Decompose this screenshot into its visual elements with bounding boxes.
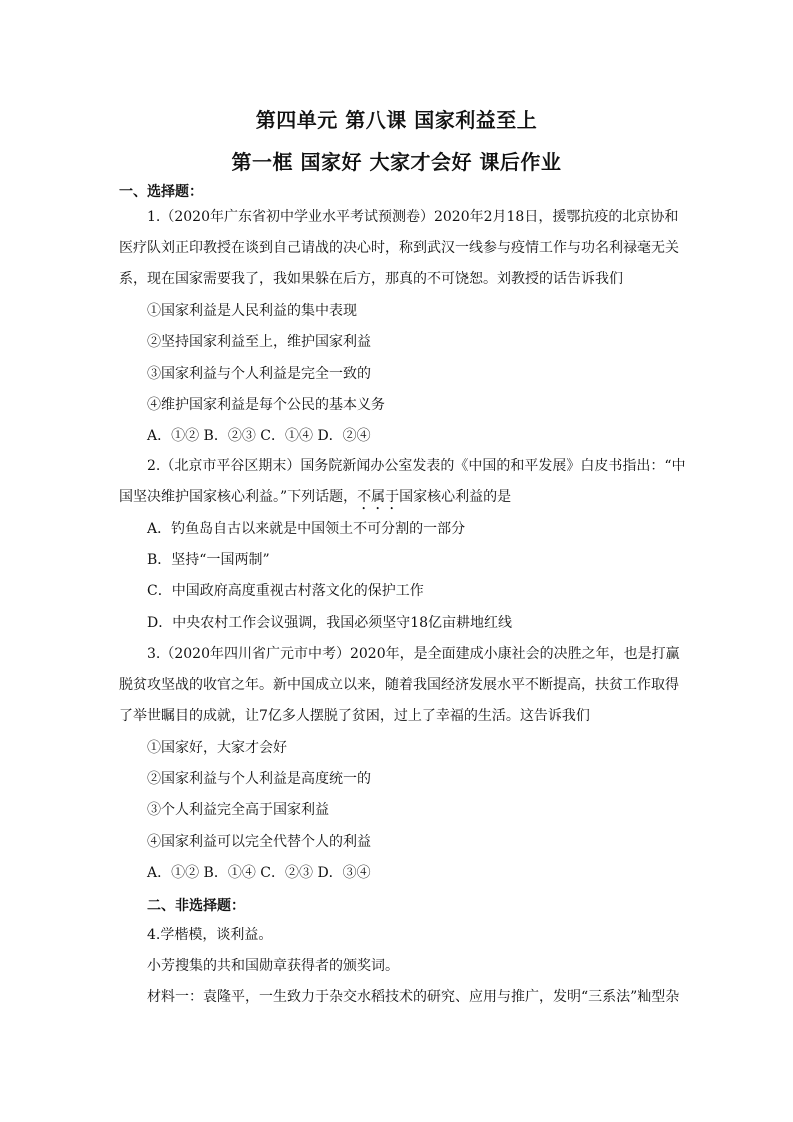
section-heading-choice: 一、选择题：: [119, 184, 203, 200]
q3-answer-options: A．①② B．①④ C．②③ D．③④: [147, 865, 371, 881]
q3-stem-line1: 3.（2020年四川省广元市中考）2020年，是全面建成小康社会的决胜之年，也是打赢: [147, 646, 680, 662]
q3-stem-line2: 脱贫攻坚战的收官之年。新中国成立以来，随着我国经济发展水平不断提高，扶贫工作取得: [119, 677, 679, 693]
q3-statement-1: ①国家好，大家才会好: [147, 740, 287, 756]
q2-option-c: C．中国政府高度重视古村落文化的保护工作: [147, 583, 424, 599]
q2-stem-line1: 2.（北京市平谷区期末）国务院新闻办公室发表的《中国的和平发展》白皮书指出：“中: [147, 458, 686, 474]
q3-statement-4: ④国家利益可以完全代替个人的利益: [147, 834, 371, 850]
q1-stem-line2: 医疗队刘正印教授在谈到自己请战的决心时，称到武汉一线参与疫情工作与功名利禄毫无关: [119, 240, 679, 256]
q1-stem-line3: 系，现在国家需要我了，我如果躲在后方，那真的不可饶恕。刘教授的话告诉我们: [119, 271, 623, 287]
q1-statement-3: ③国家利益与个人利益是完全一致的: [147, 366, 371, 382]
q3-statement-3: ③个人利益完全高于国家利益: [147, 802, 329, 818]
q3-stem-line3: 了举世瞩目的成就，让7亿多人摆脱了贫困，过上了幸福的生活。这告诉我们: [119, 708, 590, 724]
q2-option-a: A．钓鱼岛自古以来就是中国领土不可分割的一部分: [147, 521, 466, 537]
q2-emphasis-text: 不属于: [357, 489, 400, 505]
section-heading-nonchoice: 二、非选择题：: [147, 898, 245, 914]
q2-option-d: D．中央农村工作会议强调，我国必须坚守18亿亩耕地红线: [147, 615, 513, 631]
q3-statement-2: ②国家利益与个人利益是高度统一的: [147, 771, 371, 787]
q2-stem-text-pre: 国坚决维护国家核心利益。”下列话题，: [119, 489, 358, 505]
q4-stem-line1: 4.学楷模，谈利益。: [147, 927, 273, 943]
q1-statement-2: ②坚持国家利益至上，维护国家利益: [147, 334, 371, 350]
q2-stem-line2: [119, 488, 511, 513]
q1-statement-4: ④维护国家利益是每个公民的基本义务: [147, 397, 385, 413]
q1-answer-options: A．①② B．②③ C．①④ D．②④: [147, 428, 371, 444]
q4-stem-line2: 小芳搜集的共和国勋章获得者的颁奖词。: [147, 958, 399, 974]
q1-stem-line1: 1.（2020年广东省初中学业水平考试预测卷）2020年2月18日，援鄂抗疫的北京协和: [147, 209, 679, 225]
document-subtitle: 第一框 国家好 大家才会好 课后作业: [231, 150, 562, 174]
q4-material-line1: 材料一：袁隆平，一生致力于杂交水稻技术的研究、应用与推广，发明“三系法”籼型杂: [147, 989, 680, 1005]
q2-option-b: B．坚持“一国两制”: [147, 552, 270, 568]
q1-statement-1: ①国家利益是人民利益的集中表现: [147, 303, 357, 319]
q2-stem-text-post: 国家核心利益的是: [399, 489, 512, 505]
document-title: 第四单元 第八课 国家利益至上: [255, 108, 538, 132]
